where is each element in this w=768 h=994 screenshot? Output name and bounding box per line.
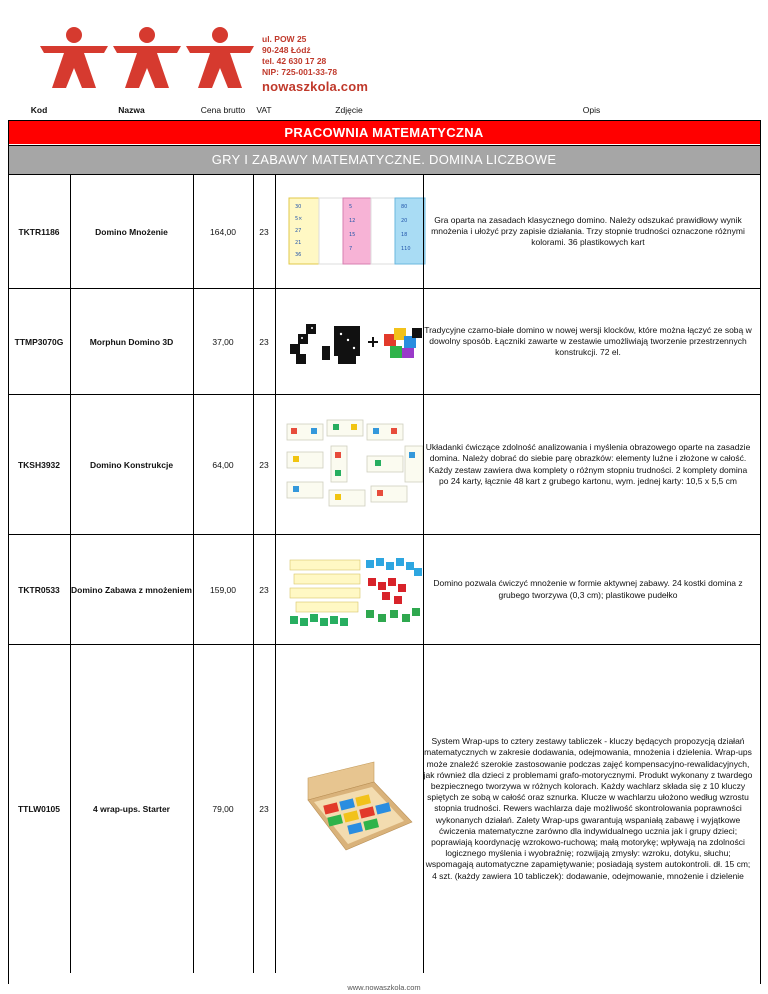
product-code: TKTR0533 [18, 584, 60, 595]
column-divider [253, 175, 254, 973]
product-vat: 23 [259, 336, 269, 347]
col-header-price: Cena brutto [200, 105, 246, 115]
divider [8, 145, 761, 146]
section-title: PRACOWNIA MATEMATYCZNA [8, 121, 760, 144]
product-name: Domino Zabawa z mnożeniem [71, 584, 192, 595]
product-vat: 23 [259, 459, 269, 470]
company-address [262, 34, 337, 78]
column-divider [193, 175, 194, 973]
svg-text:27: 27 [295, 228, 302, 234]
product-name: Morphun Domino 3D [89, 336, 174, 347]
product-vat: 23 [259, 584, 269, 595]
svg-text:5: 5 [349, 204, 353, 210]
address-line-1: ul. POW 25 [262, 34, 307, 44]
svg-text:21: 21 [295, 240, 302, 246]
subsection-title: GRY I ZABAWY MATEMATYCZNE. DOMINA LICZBOWE [8, 146, 760, 174]
svg-text:12: 12 [349, 218, 356, 224]
company-nip: NIP: 725-001-33-78 [262, 67, 338, 77]
svg-text:5×: 5× [295, 216, 303, 222]
svg-text:80: 80 [401, 204, 408, 210]
domino-multiplication-photo [287, 196, 427, 268]
product-description: Układanki ćwiczące zdolność analizowania i myślenia obrazowego oparte na zasadzie domina. Należy dobrać do siebie parę obrazków: elementy luźne i złożone w całość. Każdy zestaw zawiera dwa komplety o różnym stopniu trudności. 2 komplety domina po 24 karty, łącznie 48 kart z grubego kartonu, wym. jednej karty: 10,5 x 5,5 cm [425, 442, 751, 486]
product-code: TTLW0105 [17, 804, 61, 814]
product-code: TTMP3070G [14, 336, 64, 347]
svg-text:36: 36 [295, 252, 302, 258]
footer-website[interactable]: www.nowaszkola.com [347, 983, 421, 992]
wrap-ups-box-photo [304, 760, 416, 854]
col-header-description: Opis [582, 105, 601, 115]
domino-multiplication-game-photo [286, 556, 426, 628]
product-description: System Wrap-ups to cztery zestawy tabliczek - kluczy będących propozycją działań matematycznych w zakresie dodawania, odejmowania, mnożenia i dzielenia. Wrap-ups może znaleźć szerokie zastosowanie podczas zajęć kompensacyjno-rewalidacyjnych, jak również dla dzieci z problemami grafo-motorycznymi. Produkt wykonany z twardego bezpiecznego tworzywa w różnych kolorach. Każdy wachlarz składa się z 10 kluczy spiętych ze sobą w całość oraz sznurka. Klucze w wachlarzu ułożono według wzrostu stopnia trudności. Rewers wachlarza daje możliwość skontrolowania poprawności wykonanych działań. Zalety Wrap-ups gwarantują wspaniałą zabawę i wyjątkowe ćwiczenia matematyczne zarówno dla indywidualnego ucznia jak i grupy dzieci; poprawiają koordynację wzrokowo-ruchową; małą motorykę; wpływają na zdolności logicznego myślenia i wyobraźnię; rozwijają zmysły: wzroku, dotyku, słuchu; wspomagają automatyczne zapamiętywanie; posiadają system autokontroli. dł. 15 cm; 4 szt. (każdy zawiera 10 tabliczek): dodawanie, odejmowanie, mnożenie i dzielenie [423, 736, 753, 881]
column-divider [423, 175, 424, 973]
col-header-name: Nazwa [118, 105, 145, 115]
product-price: 79,00 [212, 804, 234, 814]
domino-constructions-photo [285, 416, 427, 516]
col-header-code: Kod [30, 105, 48, 115]
company-website[interactable]: nowaszkola.com [262, 79, 369, 94]
svg-text:110: 110 [401, 246, 411, 252]
product-description: Domino pozwala ćwiczyć mnożenie w formie aktywnej zabawy. 24 kostki domina z grubego tworzywa (0,3 cm); plastikowe pudełko [433, 578, 743, 600]
product-name: Domino Konstrukcje [89, 459, 174, 470]
svg-text:7: 7 [349, 246, 353, 252]
product-price: 164,00 [210, 226, 236, 237]
column-divider [275, 175, 276, 973]
product-description: Tradycyjne czarno-białe domino w nowej wersji klocków, które można łączyć ze sobą w dowolny sposób. Łączniki zawarte w zestawie umożliwiają tworzenie przestrzennych konstrukcji. 72 el. [424, 324, 752, 358]
product-vat: 23 [259, 226, 269, 237]
svg-text:30: 30 [295, 204, 302, 210]
col-header-vat: VAT [256, 105, 272, 115]
product-code: TKTR1186 [18, 226, 60, 237]
product-price: 159,00 [210, 584, 236, 595]
product-price: 37,00 [212, 336, 234, 347]
product-vat: 23 [259, 804, 269, 814]
product-description: Gra oparta na zasadach klasycznego domino. Należy odszukać prawidłowy wynik mnożenia i ułożyć przy zapisie działania. Trzy stopnie trudności oznaczone różnymi kolorami. 36 plastikowych kart [431, 214, 745, 248]
svg-text:20: 20 [401, 218, 408, 224]
address-line-2: 90-248 Łódź [262, 45, 311, 55]
col-header-photo: Zdjęcie [335, 105, 363, 115]
column-divider [70, 175, 71, 973]
company-phone: tel. 42 630 17 28 [262, 56, 327, 66]
svg-text:18: 18 [401, 232, 408, 238]
product-name: Domino Mnożenie [95, 226, 168, 237]
product-name: 4 wrap-ups. Starter [93, 804, 170, 814]
logo-figures-icon [38, 26, 254, 90]
svg-text:15: 15 [349, 232, 356, 238]
table-border [760, 120, 761, 984]
product-code: TKSH3932 [17, 459, 61, 470]
product-price: 64,00 [212, 459, 234, 470]
morphun-domino-photo [286, 316, 426, 372]
